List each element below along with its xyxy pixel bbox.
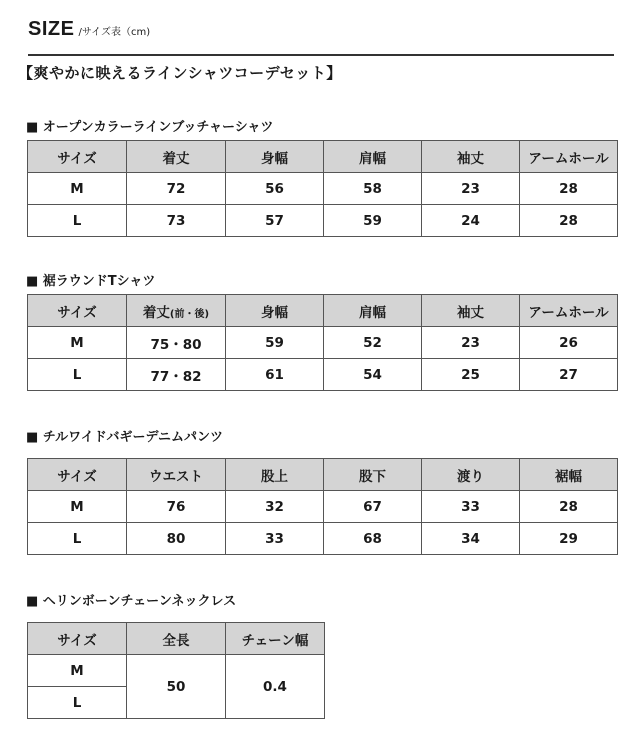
table-header-cell: 裾幅 — [520, 459, 618, 491]
size-table-tshirt — [27, 294, 618, 391]
table-cell: 67 — [324, 491, 422, 523]
table-cell: M — [28, 327, 127, 359]
table-header-row — [28, 459, 618, 491]
table-cell: 57 — [226, 205, 324, 237]
table-row — [28, 327, 618, 359]
header-label: 着丈 — [142, 304, 170, 321]
table-cell: 25 — [422, 359, 520, 391]
table-row — [28, 491, 618, 523]
table-cell: 28 — [520, 173, 618, 205]
table-cell: 61 — [226, 359, 324, 391]
section-title-tshirt: ■ 裾ラウンドTシャツ — [26, 274, 156, 289]
table-header-cell: チェーン幅 — [226, 623, 325, 655]
table-cell: 72 — [127, 173, 226, 205]
table-cell: 34 — [422, 523, 520, 555]
table-header-cell: 袖丈 — [422, 141, 520, 173]
table-header-cell: サイズ — [28, 459, 127, 491]
section-title-necklace: ■ ヘリンボーンチェーンネックレス — [26, 594, 237, 609]
size-table-shirt — [27, 140, 618, 237]
table-header-cell: 着丈 — [127, 141, 226, 173]
table-header-cell: 股下 — [324, 459, 422, 491]
size-label: SIZE — [28, 18, 75, 40]
table-cell: M — [28, 655, 127, 687]
table-cell: 58 — [324, 173, 422, 205]
size-header — [28, 18, 614, 56]
table-cell: 27 — [520, 359, 618, 391]
table-row — [28, 173, 618, 205]
table-header-cell: 肩幅 — [324, 141, 422, 173]
table-header-cell: アームホール — [520, 295, 618, 327]
table-header-cell: サイズ — [28, 295, 127, 327]
table-header-cell: サイズ — [28, 623, 127, 655]
table-cell: 52 — [324, 327, 422, 359]
table-cell: L — [28, 205, 127, 237]
table-cell: 28 — [520, 205, 618, 237]
table-header-row — [28, 623, 325, 655]
table-header-cell: アームホール — [520, 141, 618, 173]
table-cell: M — [28, 491, 127, 523]
table-cell: 26 — [520, 327, 618, 359]
table-cell: M — [28, 173, 127, 205]
table-cell: 24 — [422, 205, 520, 237]
table-header-cell: 袖丈 — [422, 295, 520, 327]
section-title-shirt: ■ オープンカラーラインブッチャーシャツ — [26, 120, 274, 135]
size-table-denim — [27, 458, 618, 555]
table-header-cell: 身幅 — [226, 295, 324, 327]
size-table-necklace — [27, 622, 325, 719]
table-cell: L — [28, 359, 127, 391]
table-row — [28, 655, 325, 687]
table-cell: 76 — [127, 491, 226, 523]
table-cell: 32 — [226, 491, 324, 523]
table-cell: 73 — [127, 205, 226, 237]
size-subtitle: /サイズ表（cm) — [78, 27, 151, 38]
table-cell: 50 — [127, 655, 226, 719]
table-cell: 59 — [324, 205, 422, 237]
table-cell: 33 — [226, 523, 324, 555]
table-cell: 23 — [422, 327, 520, 359]
table-cell: 59 — [226, 327, 324, 359]
table-header-cell: 渡り — [422, 459, 520, 491]
table-cell: 23 — [422, 173, 520, 205]
table-header-cell: 身幅 — [226, 141, 324, 173]
table-header-row — [28, 141, 618, 173]
table-cell: 56 — [226, 173, 324, 205]
table-cell: 33 — [422, 491, 520, 523]
set-title: 【爽やかに映えるラインシャツコーデセット】 — [18, 64, 342, 82]
table-cell: 28 — [520, 491, 618, 523]
table-header-cell — [127, 295, 226, 327]
table-header-cell: 股上 — [226, 459, 324, 491]
table-cell: 80 — [127, 523, 226, 555]
table-header-cell: 全長 — [127, 623, 226, 655]
table-header-cell: ウエスト — [127, 459, 226, 491]
table-cell: 29 — [520, 523, 618, 555]
table-header-cell: 肩幅 — [324, 295, 422, 327]
section-title-denim: ■ チルワイドバギーデニムパンツ — [26, 430, 223, 445]
table-row — [28, 523, 618, 555]
table-row — [28, 205, 618, 237]
table-cell: 75・80 — [127, 327, 226, 359]
table-row — [28, 359, 618, 391]
table-cell: 0.4 — [226, 655, 325, 719]
table-header-row — [28, 295, 618, 327]
table-cell: 77・82 — [127, 359, 226, 391]
table-cell: 54 — [324, 359, 422, 391]
header-sub-label: (前・後) — [169, 308, 210, 320]
table-header-cell: サイズ — [28, 141, 127, 173]
table-cell: 68 — [324, 523, 422, 555]
table-cell: L — [28, 687, 127, 719]
table-cell: L — [28, 523, 127, 555]
